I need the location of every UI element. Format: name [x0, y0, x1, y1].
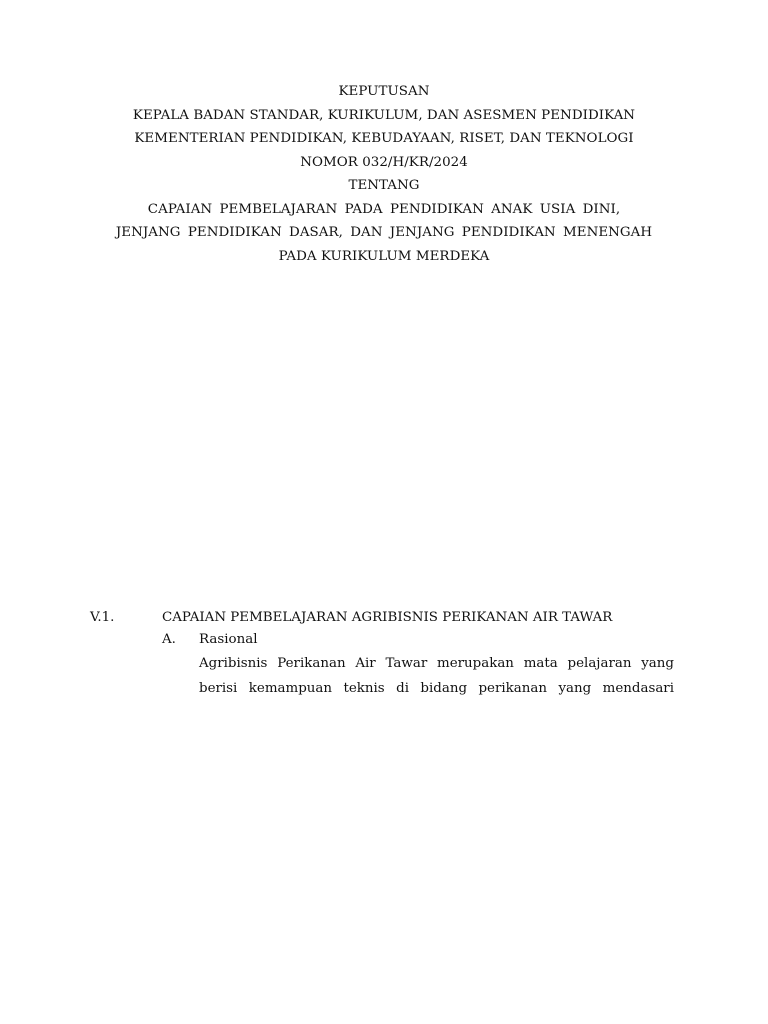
decree-header [0, 80, 768, 268]
section-title: CAPAIAN PEMBELAJARAN AGRIBISNIS PERIKANAN AIR TAWAR [162, 610, 613, 625]
decree-subject-line-1: CAPAIAN PEMBELAJARAN PADA PENDIDIKAN ANAK USIA DINI, [147, 201, 621, 217]
decree-subject-line-2: JENJANG PENDIDIKAN DASAR, DAN JENJANG PENDIDIKAN MENENGAH [115, 225, 653, 240]
decree-type: KEPUTUSAN [338, 84, 430, 99]
issuer-office: KEPALA BADAN STANDAR, KURIKULUM, DAN ASESMEN PENDIDIKAN [132, 107, 636, 123]
subsection-letter: A. [162, 632, 176, 647]
subsection-title: Rasional [199, 632, 258, 647]
paragraph-line: berisi kemampuan teknis di bidang perikanan yang mendasari [199, 680, 674, 696]
decree-number: NOMOR 032/H/KR/2024 [300, 154, 468, 170]
decree-subject-line-3: PADA KURIKULUM MERDEKA [278, 248, 490, 264]
rationale-paragraph [199, 652, 674, 701]
paragraph-line: Agribisnis Perikanan Air Tawar merupakan mata pelajaran yang [199, 656, 674, 671]
about-label: TENTANG [348, 178, 420, 193]
section-number: V.1. [90, 610, 115, 625]
issuer-ministry: KEMENTERIAN PENDIDIKAN, KEBUDAYAAN, RISET, DAN TEKNOLOGI [134, 131, 634, 146]
